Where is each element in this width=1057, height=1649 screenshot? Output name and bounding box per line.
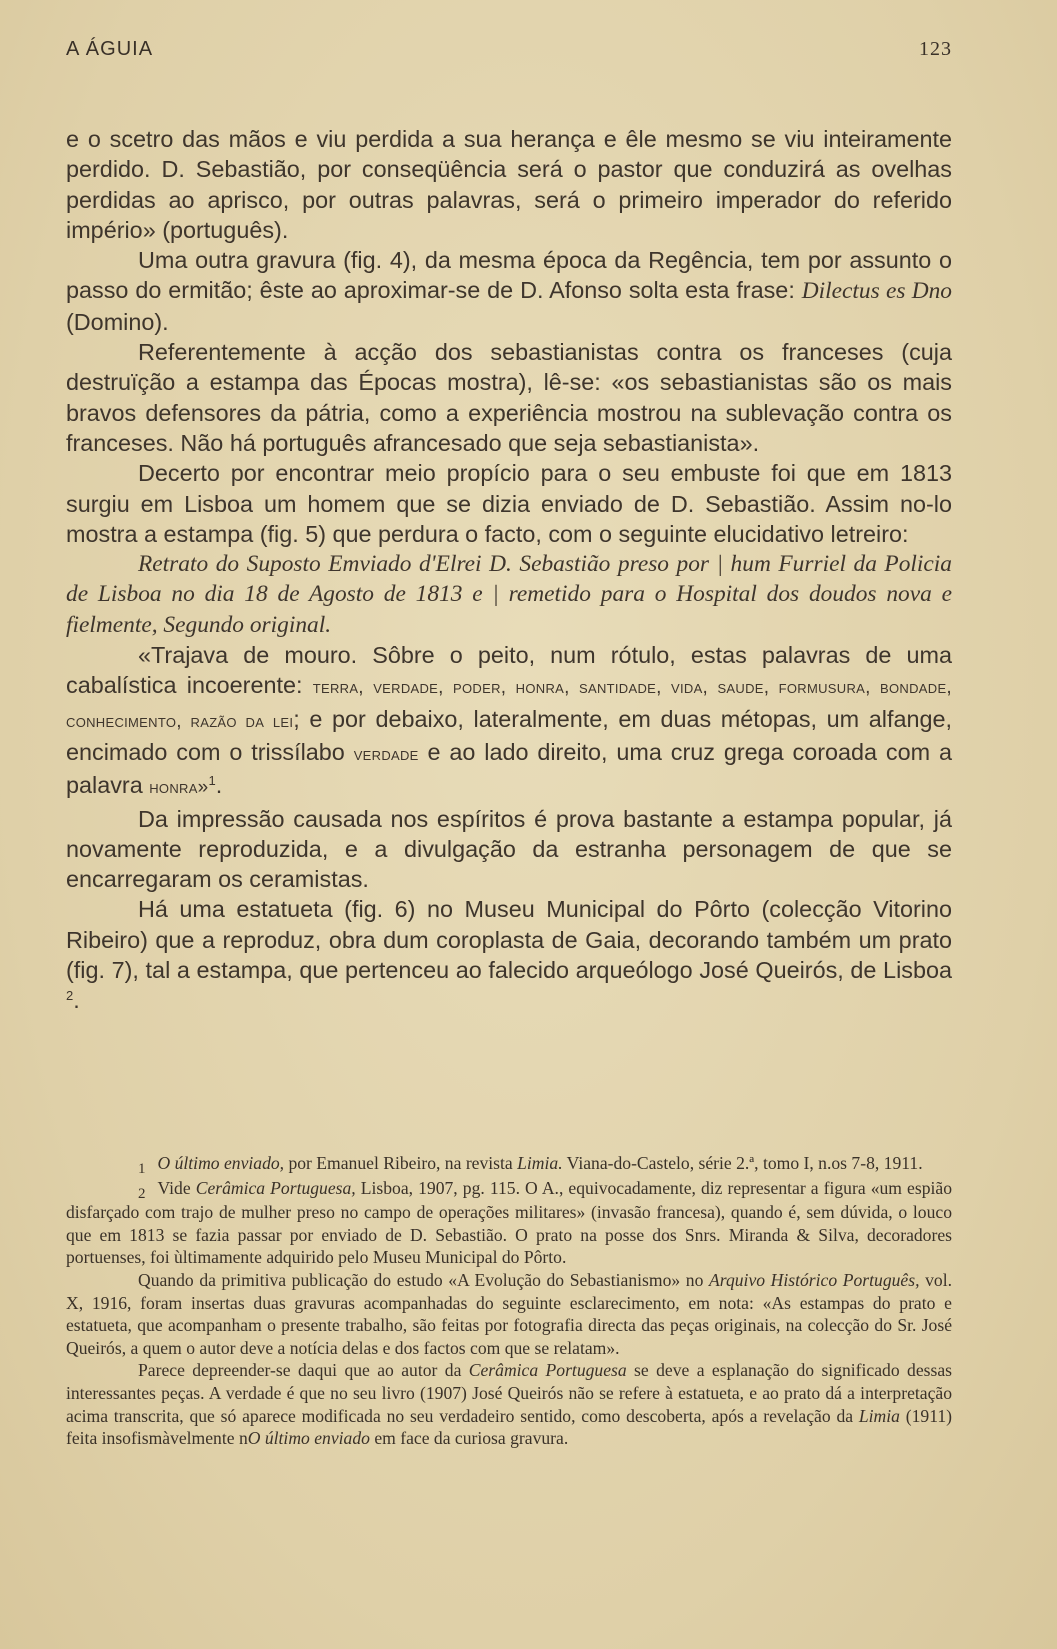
paragraph bbox=[66, 458, 952, 549]
footnote-text: Limia bbox=[858, 1405, 900, 1426]
paragraph-text: Decerto por encontrar meio propício para o seu embuste foi que em 1813 surgiu em Lisboa um homem que se dizia enviado de D. Sebastião. Assim no-lo mostra a estampa (fig. 5) que perdura o facto, com o seguinte elucidativo letreiro: bbox=[66, 460, 952, 547]
running-title: A ÁGUIA bbox=[66, 38, 154, 60]
footnote-text: O último enviado bbox=[247, 1428, 370, 1449]
footnote-text: Cerâmica Portuguesa bbox=[468, 1360, 627, 1381]
paragraph-text: «Trajava de mouro. Sôbre o peito, num rótulo, estas palavras de uma cabalística incoerente: bbox=[66, 642, 952, 699]
footnote-continuation bbox=[66, 1359, 952, 1449]
footnote-ref: 1 bbox=[208, 773, 216, 789]
footnote-text: Parece depreender-se daqui que ao autor da bbox=[138, 1360, 469, 1381]
paragraph-text: e ao lado direito, uma cruz grega coroada com a palavra bbox=[66, 738, 952, 799]
footnote-number: 1 bbox=[138, 1161, 146, 1177]
paragraph-text: Há uma estatueta (fig. 6) no Museu Municipal do Pôrto (colecção Vitorino Ribeiro) que a reproduz, obra dum coroplasta de Gaia, decorando também um prato (fig. 7), tal a estampa, que pertenceu ao falecido arqueólogo José Queirós, de Lisboa bbox=[66, 896, 952, 984]
footnote-text: Quando da primitiva publicação do estudo «A Evolução do Sebastianismo» no bbox=[138, 1269, 710, 1290]
page bbox=[66, 38, 952, 1449]
running-header bbox=[66, 38, 952, 61]
latin-phrase: Dilectus es Dno bbox=[801, 278, 952, 305]
main-text bbox=[66, 124, 952, 1016]
paragraph-text: Da impressão causada nos espíritos é prova bastante a estampa popular, já novamente reproduzida, e a divulgação da estranha personagem de que se encarregaram os ceramistas. bbox=[66, 805, 952, 893]
label-words: terra, verdade, poder, honra, santidade, vida, saude, formusura, bondade, conhecimento, razão da lei bbox=[66, 677, 952, 732]
paragraph bbox=[66, 804, 952, 895]
paragraph-text: e o scetro das mãos e viu perdida a sua herança e êle mesmo se viu inteiramente perdido. D. Sebastião, por conseqüência será o pastor que conduzirá as ovelhas perdidas ao aprisco, por outras palavras, será o primeiro imperador do referido império» (português). bbox=[66, 126, 952, 243]
footnote-text: Vide bbox=[157, 1177, 196, 1198]
paragraph-text: (Domino). bbox=[66, 308, 169, 335]
paragraph bbox=[66, 640, 952, 803]
footnote-text: Viana-do-Castelo, série 2.ª, tomo I, n.os 7-8, 1911. bbox=[562, 1153, 923, 1173]
footnote-text: se deve a esplanação do significado dessas interessantes peças. A verdade é que no seu livro (1907) José Queirós não se refere à estatueta, e ao prato dá a interpretação acima transcrita, que só aparece modificada no seu verdadeiro sentido, como descoberta, após a revelação da bbox=[66, 1360, 952, 1426]
paragraph bbox=[66, 124, 952, 245]
paragraph-text: . bbox=[73, 987, 80, 1014]
footnote-number: 2 bbox=[138, 1185, 146, 1202]
paragraph-text: Referentemente à acção dos sebastianistas contra os franceses (cuja destruïção a estampa das Épocas mostra), lê-se: «os sebastianistas são os mais bravos defensores da pátria, como a experiência mostrou na sublevação contra os franceses. Não há português afrancesado que seja sebastianista». bbox=[66, 339, 952, 456]
footnote-text: Cerâmica Portuguesa, bbox=[195, 1177, 356, 1198]
label-word: honra» bbox=[149, 777, 209, 799]
label-word: verdade bbox=[353, 743, 419, 765]
footnote-text: em face da curiosa gravura. bbox=[369, 1428, 569, 1449]
engraving-inscription bbox=[66, 549, 952, 640]
footnote-text: (1911) feita insofismàvelmente n bbox=[66, 1405, 952, 1449]
footnote-text: por Emanuel Ribeiro, na revista bbox=[284, 1153, 518, 1173]
footnote-text: vol. X, 1916, foram insertas duas gravuras acompanhadas do seguinte esclarecimento, em nota: «As estampas do prato e estatueta, que acompanham o presente trabalho, são feitas por fotografia directa das peças originais, na colecção do Sr. José Queirós, a quem o autor deve a notícia delas e dos factos com que se relatam». bbox=[66, 1269, 952, 1358]
paragraph-text: . bbox=[215, 772, 223, 799]
page-number: 123 bbox=[919, 38, 952, 60]
footnote-text: Arquivo Histórico Português, bbox=[709, 1269, 920, 1290]
footnote-text: O último enviado, bbox=[157, 1153, 285, 1173]
footnote bbox=[66, 1177, 952, 1269]
paragraph bbox=[66, 894, 952, 1015]
paragraph bbox=[66, 245, 952, 337]
paragraph-text: ; e por debaixo, lateralmente, em duas métopas, um alfange, encimado com o trissílabo bbox=[66, 705, 952, 765]
footnotes bbox=[66, 1152, 952, 1450]
footnote bbox=[66, 1152, 952, 1177]
paragraph-text: Uma outra gravura (fig. 4), da mesma época da Regência, tem por assunto o passo do ermitão; êste ao aproximar-se de D. Afonso solta esta frase: bbox=[66, 247, 952, 304]
paragraph bbox=[66, 337, 952, 458]
footnote-text: Limia. bbox=[517, 1153, 563, 1173]
footnote-text: Lisboa, 1907, pg. 115. O A., equivocadamente, diz representar a figura «um espião disfarçado com trajo de mulher preso no campo de operações militares» (invasão francesa), quando é, sem dúvida, o louco que em 1813 se fazia passar por enviado de D. Sebastião. O prato na posse dos Snrs. Miranda & Silva, decoradores portuenses, foi ùltimamente adquirido pelo Museu Municipal do Pôrto. bbox=[66, 1177, 952, 1268]
inscription-text: Retrato do Suposto Emviado d'Elrei D. Sebastião preso por | hum Furriel da Policia de Lisboa no dia 18 de Agosto de 1813 e | remetido para o Hospital dos doudos nova e fielmente, Segundo original. bbox=[66, 551, 952, 638]
footnote-ref: 2 bbox=[66, 988, 74, 1004]
footnote-continuation bbox=[66, 1269, 952, 1359]
